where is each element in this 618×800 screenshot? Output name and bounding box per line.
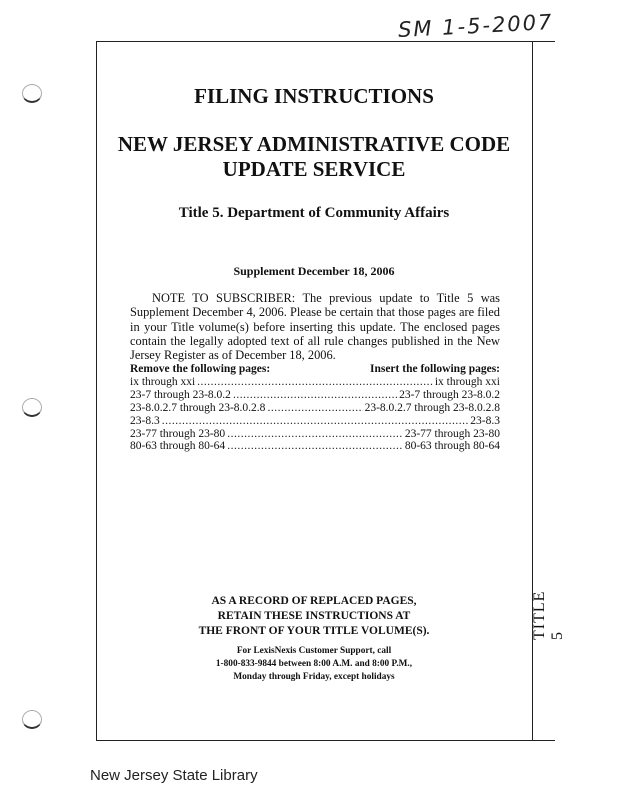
handwritten-note: SM 1-5-2007 (397, 9, 554, 43)
record-notice-line-2: RETAIN THESE INSTRUCTIONS AT (217, 610, 411, 622)
remove-pages: 23-77 through 23-80 (130, 427, 226, 440)
leader-dots (267, 402, 362, 415)
tab-label: TITLE 5 (531, 590, 566, 640)
supplement-date: Supplement December 18, 2006 (233, 264, 395, 278)
pages-table (130, 363, 500, 453)
table-row (130, 402, 500, 415)
note-to-subscriber: NOTE TO SUBSCRIBER: The previous update to Title 5 was Supplement December 4, 2006. Please be certain that those pages are filed in your Title volume(s) before inserting this update. The enclosed pages contain the legally adopted text of all rule changes published in the New Jersey Register as of December 18, 2006. (130, 291, 500, 363)
library-stamp: New Jersey State Library (90, 767, 258, 784)
remove-pages: 80-63 through 80-64 (130, 440, 226, 453)
code-title (96, 132, 532, 182)
insert-pages: 23-8.0.2.7 through 23-8.0.2.8 (364, 401, 500, 414)
leader-dots (197, 376, 433, 389)
insert-pages: ix through xxi (434, 375, 500, 388)
remove-pages: ix through xxi (130, 375, 196, 388)
punch-hole-top (22, 84, 42, 103)
support-line-3: Monday through Friday, except holidays (233, 672, 395, 682)
support-line-2: 1-800-833-9844 between 8:00 A.M. and 8:00 P.M., (215, 659, 413, 669)
code-title-line-2: UPDATE SERVICE (222, 157, 406, 181)
remove-pages: 23-7 through 23-8.0.2 (130, 388, 231, 401)
remove-pages: 23-8.0.2.7 through 23-8.0.2.8 (130, 401, 266, 414)
punch-hole-middle (22, 398, 42, 417)
table-header (130, 363, 500, 376)
insert-pages: 23-77 through 23-80 (404, 427, 500, 440)
record-notice (96, 594, 532, 639)
support-line-1: For LexisNexis Customer Support, call (236, 646, 392, 656)
record-notice-line-3: THE FRONT OF YOUR TITLE VOLUME(S). (198, 625, 430, 637)
page-title: FILING INSTRUCTIONS (194, 84, 434, 108)
table-row (130, 415, 500, 428)
title-line: Title 5. Department of Community Affairs (178, 205, 450, 221)
code-title-line-1: NEW JERSEY ADMINISTRATIVE CODE (117, 132, 511, 156)
table-row (130, 389, 500, 402)
table-row (130, 440, 500, 453)
insert-header: Insert the following pages: (369, 363, 500, 375)
leader-dots (227, 440, 403, 453)
leader-dots (233, 389, 397, 402)
record-notice-line-1: AS A RECORD OF REPLACED PAGES, (211, 595, 417, 607)
insert-pages: 80-63 through 80-64 (404, 440, 500, 453)
insert-pages: 23-8.3 (470, 414, 500, 427)
punch-hole-bottom (22, 710, 42, 729)
customer-support (96, 645, 532, 684)
table-row (130, 428, 500, 441)
leader-dots (162, 415, 469, 428)
remove-header: Remove the following pages: (130, 363, 271, 375)
remove-pages: 23-8.3 (130, 414, 160, 427)
insert-pages: 23-7 through 23-8.0.2 (399, 388, 500, 401)
leader-dots (227, 428, 403, 441)
table-row (130, 376, 500, 389)
